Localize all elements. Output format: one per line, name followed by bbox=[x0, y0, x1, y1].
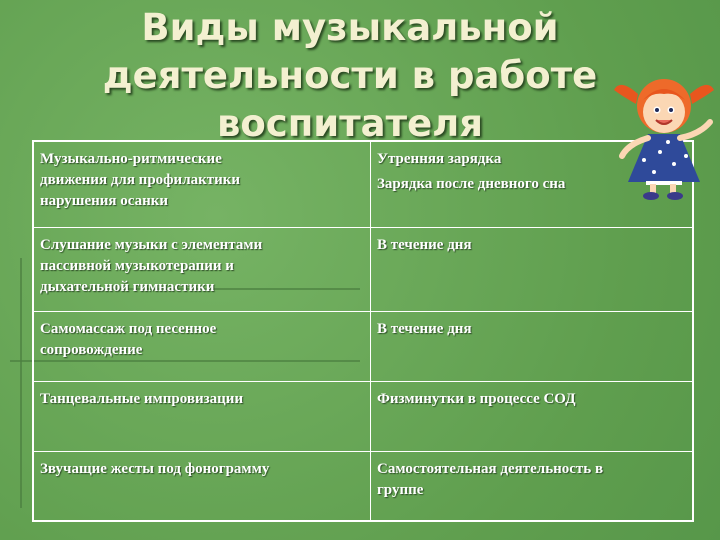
cartoon-girl-icon bbox=[608, 60, 720, 200]
timing-cell: В течение дня bbox=[371, 227, 694, 311]
table-row bbox=[33, 311, 693, 381]
table-row bbox=[33, 381, 693, 451]
activity-cell: Слушание музыки с элементами пассивной музыкотерапии и дыхательной гимнастики bbox=[33, 227, 371, 311]
activity-cell: Звучащие жесты под фонограмму bbox=[33, 451, 371, 521]
timing-cell: В течение дня bbox=[371, 311, 694, 381]
timing-cell: Физминутки в процессе СОД bbox=[371, 381, 694, 451]
timing-cell: Самостоятельная деятельность в группе bbox=[371, 451, 694, 521]
table-row bbox=[33, 227, 693, 311]
activity-cell: Музыкально-ритмические движения для профилактики нарушения осанки bbox=[33, 141, 371, 227]
timing-cell: Утренняя зарядка Зарядка после дневного сна bbox=[371, 141, 694, 227]
table-row bbox=[33, 141, 693, 227]
title-line-1: Виды музыкальной bbox=[141, 6, 559, 49]
activity-cell: Танцевальные импровизации bbox=[33, 381, 371, 451]
activity-table bbox=[32, 140, 694, 522]
title-line-2: деятельности в работе bbox=[102, 54, 598, 97]
title-line-3: воспитателя bbox=[216, 102, 484, 145]
slide-title bbox=[40, 4, 660, 148]
table-row bbox=[33, 451, 693, 521]
activity-cell: Самомассаж под песенное сопровождение bbox=[33, 311, 371, 381]
